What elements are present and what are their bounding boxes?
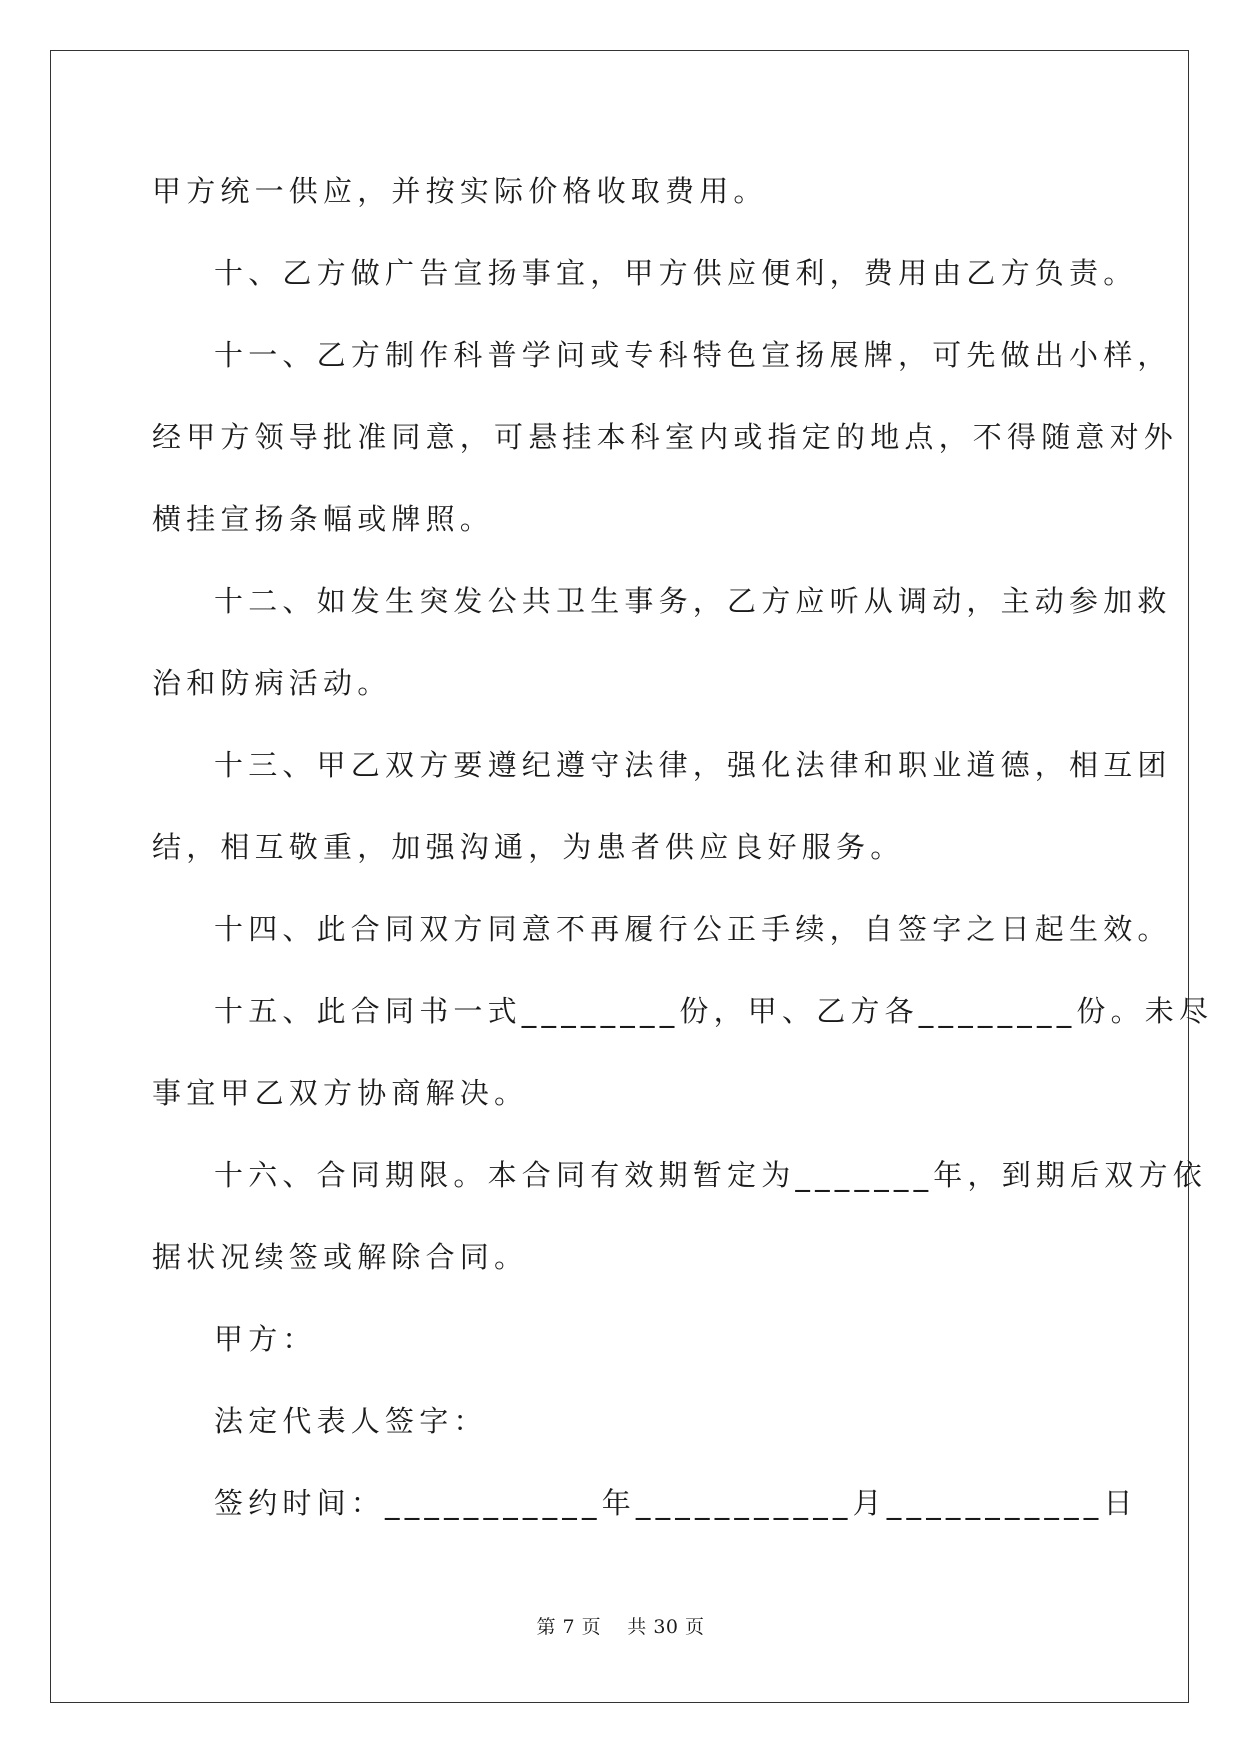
paragraph-line: 甲方统一供应，并按实际价格收取费用。	[152, 174, 768, 208]
paragraph-line: 据状况续签或解除合同。	[152, 1240, 529, 1274]
signature-party-a: 甲方：	[214, 1322, 317, 1356]
paragraph-line: 十六、合同期限。本合同有效期暂定为_______年，到期后双方依	[214, 1158, 1207, 1192]
page-footer	[0, 1612, 1241, 1639]
paragraph-line: 经甲方领导批准同意，可悬挂本科室内或指定的地点，不得随意对外	[152, 420, 1179, 454]
paragraph-line: 横挂宣扬条幅或牌照。	[152, 502, 495, 536]
paragraph-line: 十四、此合同双方同意不再履行公正手续，自签字之日起生效。	[214, 912, 1172, 946]
paragraph-line: 十、乙方做广告宣扬事宜，甲方供应便利，费用由乙方负责。	[214, 256, 1138, 290]
paragraph-line: 十五、此合同书一式________份，甲、乙方各________份。未尽	[214, 994, 1214, 1028]
page-number: 第 7 页	[536, 1616, 602, 1638]
paragraph-line: 事宜甲乙双方协商解决。	[152, 1076, 529, 1110]
paragraph-line: 十一、乙方制作科普学问或专科特色宣扬展牌，可先做出小样，	[214, 338, 1172, 372]
page-border	[50, 50, 1189, 1703]
paragraph-line: 治和防病活动。	[152, 666, 392, 700]
paragraph-line: 十三、甲乙双方要遵纪遵守法律，强化法律和职业道德，相互团	[214, 748, 1172, 782]
paragraph-line: 十二、如发生突发公共卫生事务，乙方应听从调动，主动参加救	[214, 584, 1172, 618]
paragraph-line: 结，相互敬重，加强沟通，为患者供应良好服务。	[152, 830, 905, 864]
page-total: 共 30 页	[627, 1616, 705, 1638]
signature-date: 签约时间：___________年___________月___________日	[214, 1486, 1138, 1520]
signature-legal-representative: 法定代表人签字：	[214, 1404, 488, 1438]
